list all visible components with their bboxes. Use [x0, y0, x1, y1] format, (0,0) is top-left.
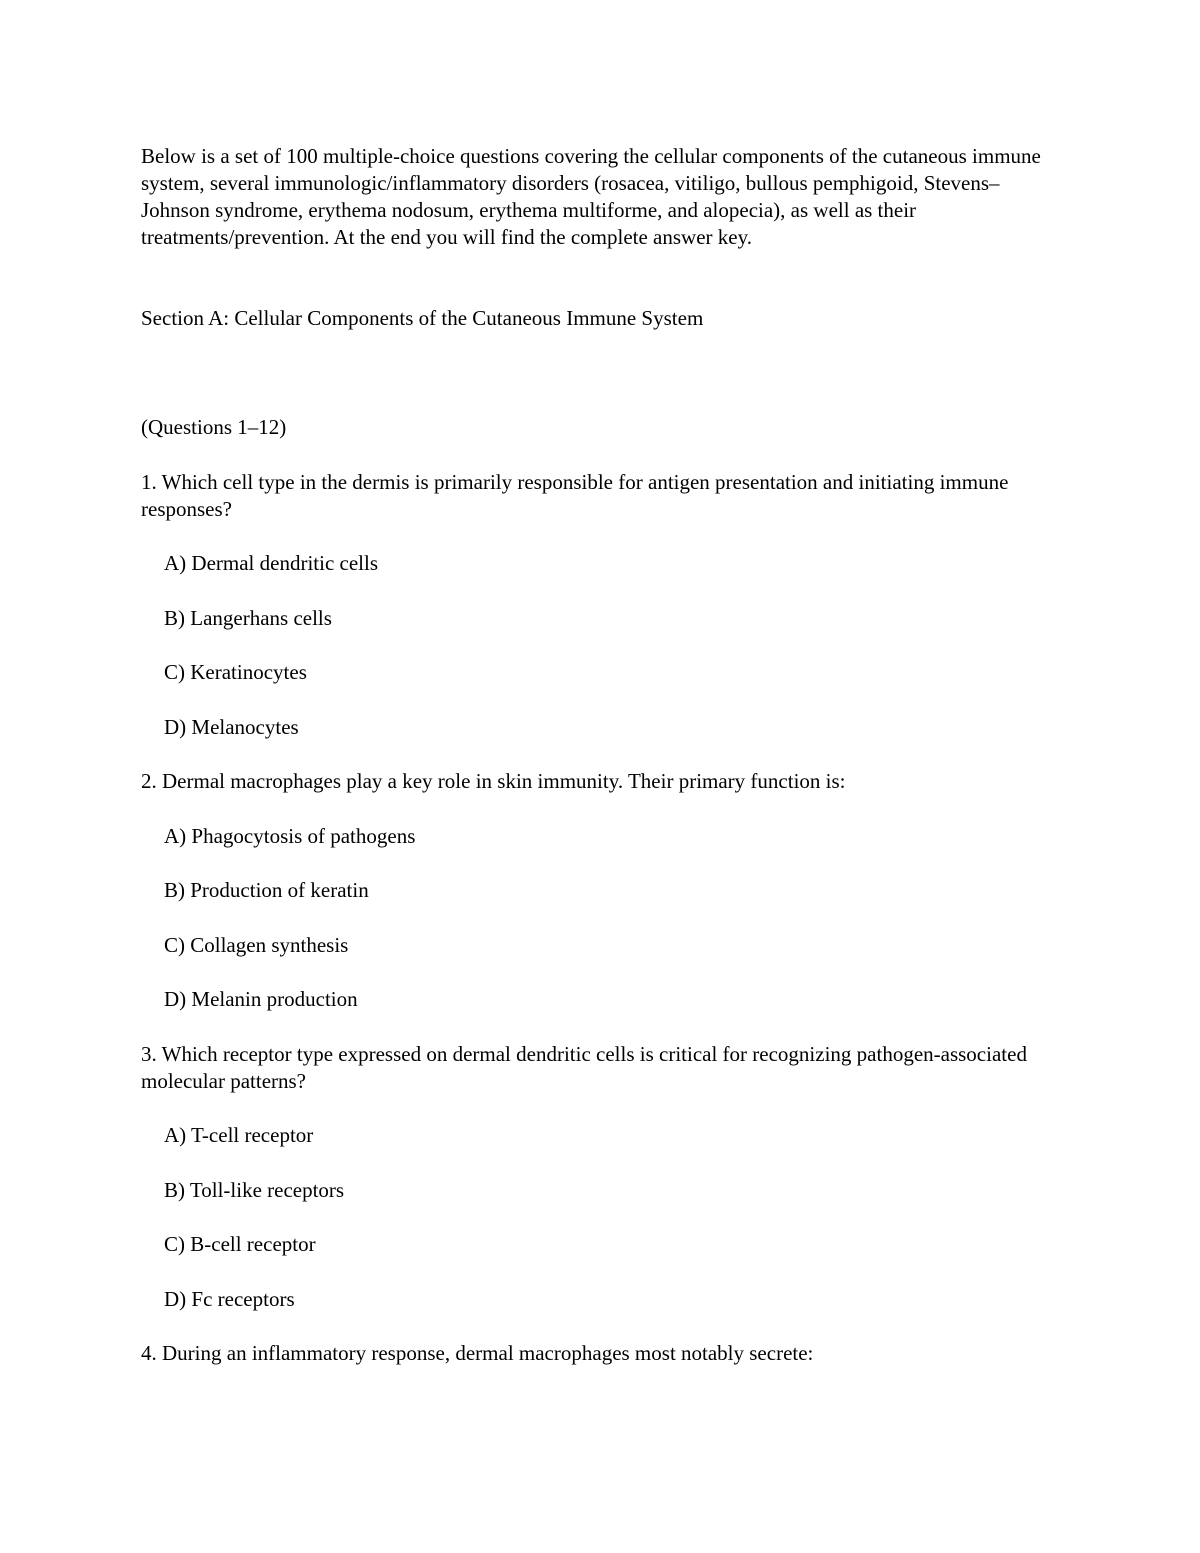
intro-paragraph: Below is a set of 100 multiple-choice questions covering the cellular components of the cutaneous immune system, several immunologic/inflammatory disorders (rosacea, vitiligo, bullous pemphigoid, Stevens–Johnson syndrome, erythema nodosum, erythema multiforme, and alopecia), as well as their treatments/prevention. At the end you will find the complete answer key. [141, 144, 1041, 249]
question-1-option-a: A) Dermal dendritic cells [164, 551, 378, 575]
question-1: 1. Which cell type in the dermis is primarily responsible for antigen presentation and initiating immune responses? [141, 470, 1009, 521]
question-3-option-b: B) Toll-like receptors [164, 1178, 345, 1202]
question-2: 2. Dermal macrophages play a key role in skin immunity. Their primary function is: [141, 769, 846, 793]
question-1-option-d: D) Melanocytes [164, 715, 299, 739]
question-4: 4. During an inflammatory response, dermal macrophages most notably secrete: [141, 1341, 814, 1365]
question-3-option-c: C) B-cell receptor [164, 1232, 316, 1256]
question-1-option-b: B) Langerhans cells [164, 606, 332, 630]
section-title: Section A: Cellular Components of the Cutaneous Immune System [141, 306, 704, 330]
question-3-option-d: D) Fc receptors [164, 1287, 295, 1311]
question-2-option-a: A) Phagocytosis of pathogens [164, 824, 416, 848]
question-2-option-b: B) Production of keratin [164, 878, 369, 902]
question-2-option-c: C) Collagen synthesis [164, 933, 349, 957]
question-3-option-a: A) T-cell receptor [164, 1123, 314, 1147]
question-3: 3. Which receptor type expressed on dermal dendritic cells is critical for recognizing pathogen-associated molecular patterns? [141, 1042, 1027, 1093]
questions-range: (Questions 1–12) [141, 415, 287, 439]
question-2-option-d: D) Melanin production [164, 987, 358, 1011]
question-1-option-c: C) Keratinocytes [164, 660, 307, 684]
